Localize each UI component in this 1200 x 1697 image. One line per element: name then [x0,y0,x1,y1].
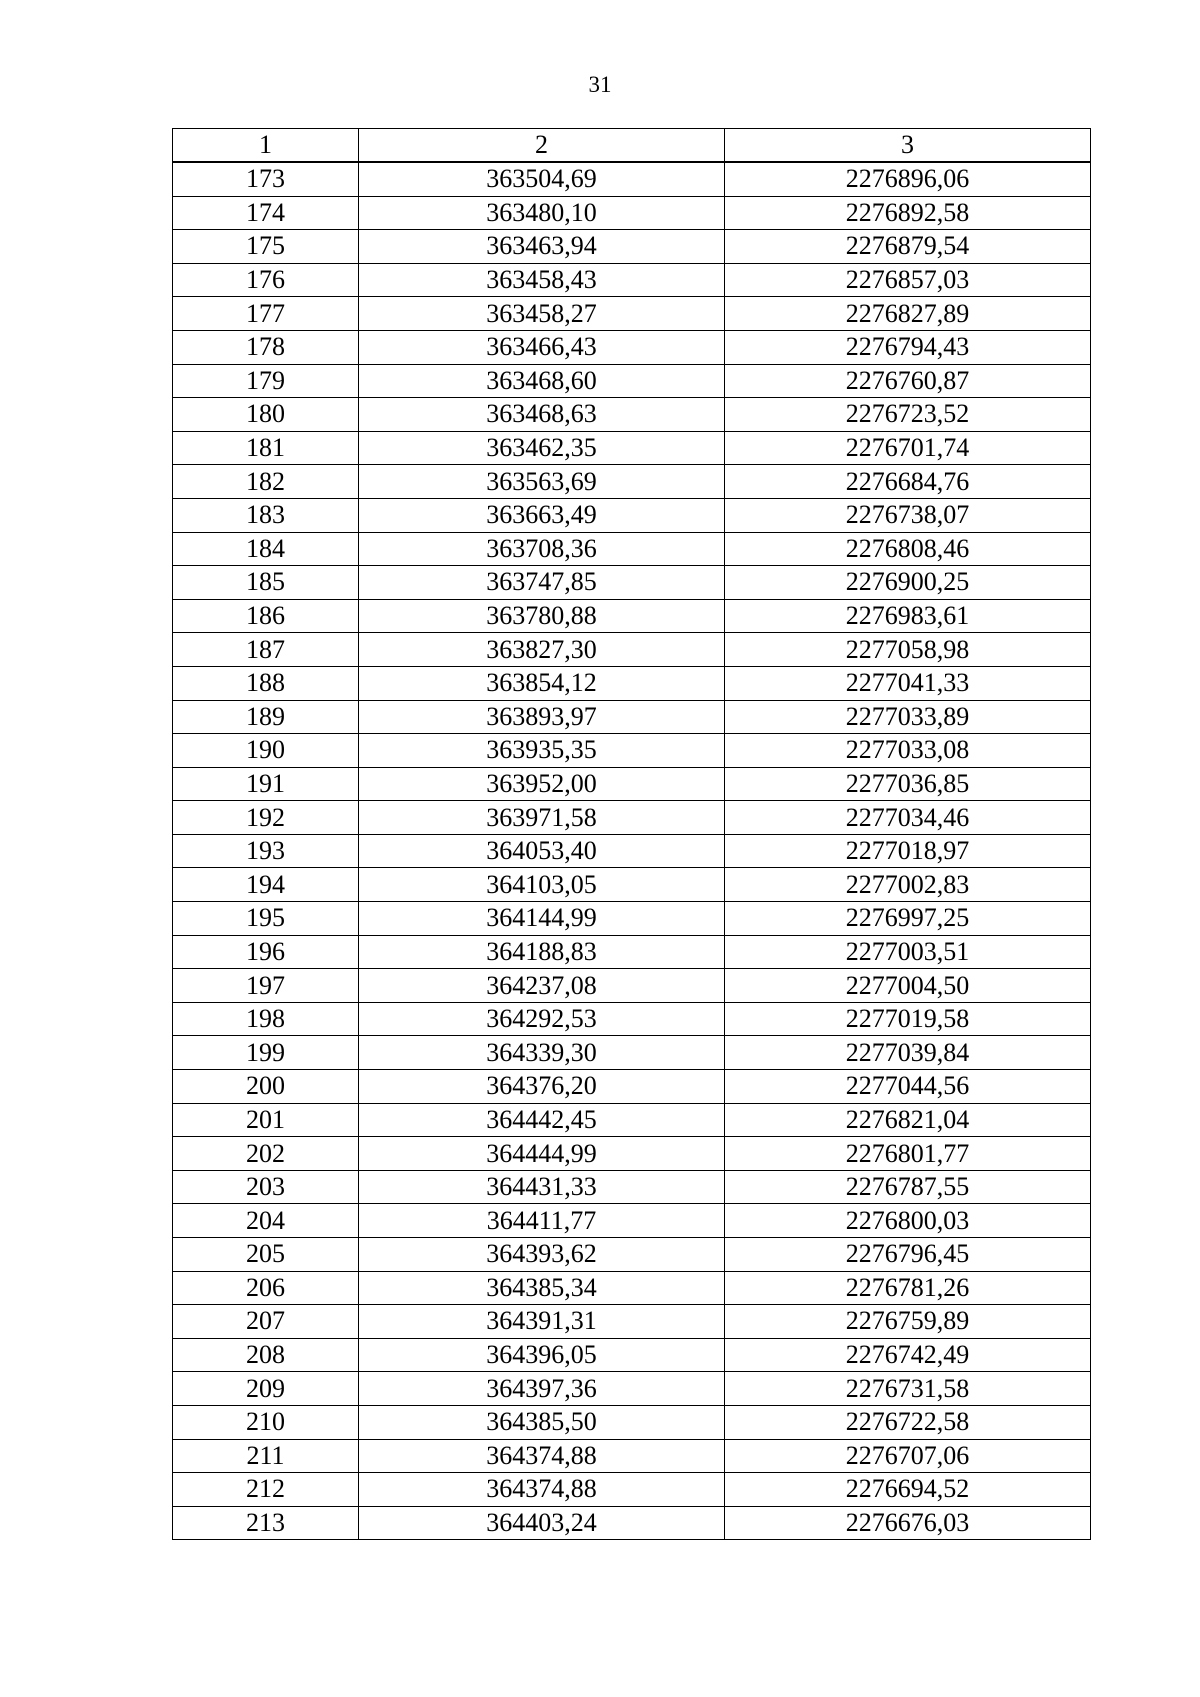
table-row [173,263,1091,297]
point-number-cell: 197 [173,969,359,1003]
table-row [173,1473,1091,1507]
table-row [173,465,1091,499]
point-number-cell: 188 [173,666,359,700]
y-coordinate-cell: 2276759,89 [725,1305,1091,1339]
y-coordinate-cell: 2277003,51 [725,935,1091,969]
point-number-cell: 199 [173,1036,359,1070]
x-coordinate-cell: 363458,43 [359,263,725,297]
point-number-cell: 187 [173,633,359,667]
x-coordinate-cell: 363458,27 [359,297,725,331]
y-coordinate-cell: 2276694,52 [725,1473,1091,1507]
point-number-cell: 209 [173,1372,359,1406]
table-row [173,700,1091,734]
x-coordinate-cell: 363663,49 [359,498,725,532]
x-coordinate-cell: 363504,69 [359,162,725,196]
x-coordinate-cell: 363854,12 [359,666,725,700]
y-coordinate-cell: 2276997,25 [725,902,1091,936]
point-number-cell: 208 [173,1338,359,1372]
y-coordinate-cell: 2276781,26 [725,1271,1091,1305]
x-coordinate-cell: 364188,83 [359,935,725,969]
x-coordinate-cell: 364237,08 [359,969,725,1003]
table-row [173,398,1091,432]
coordinates-table [172,128,1091,1540]
y-coordinate-cell: 2277002,83 [725,868,1091,902]
x-coordinate-cell: 363466,43 [359,330,725,364]
point-number-cell: 190 [173,734,359,768]
point-number-cell: 194 [173,868,359,902]
x-coordinate-cell: 364385,34 [359,1271,725,1305]
table-row [173,431,1091,465]
point-number-cell: 174 [173,196,359,230]
point-number-cell: 184 [173,532,359,566]
x-coordinate-cell: 363463,94 [359,230,725,264]
table-row [173,364,1091,398]
column-header: 2 [359,129,725,163]
table-row [173,969,1091,1003]
table-row [173,1002,1091,1036]
point-number-cell: 179 [173,364,359,398]
y-coordinate-cell: 2276983,61 [725,599,1091,633]
table-row [173,1405,1091,1439]
table-row [173,297,1091,331]
table-row [173,330,1091,364]
x-coordinate-cell: 363971,58 [359,801,725,835]
table-row [173,1506,1091,1540]
y-coordinate-cell: 2277019,58 [725,1002,1091,1036]
table-header [173,129,1091,163]
y-coordinate-cell: 2276701,74 [725,431,1091,465]
y-coordinate-cell: 2276827,89 [725,297,1091,331]
point-number-cell: 178 [173,330,359,364]
point-number-cell: 183 [173,498,359,532]
y-coordinate-cell: 2276796,45 [725,1238,1091,1272]
y-coordinate-cell: 2276892,58 [725,196,1091,230]
table-row [173,834,1091,868]
point-number-cell: 202 [173,1137,359,1171]
table-row [173,1170,1091,1204]
x-coordinate-cell: 364442,45 [359,1103,725,1137]
x-coordinate-cell: 364431,33 [359,1170,725,1204]
table-row [173,633,1091,667]
point-number-cell: 213 [173,1506,359,1540]
x-coordinate-cell: 363827,30 [359,633,725,667]
y-coordinate-cell: 2276707,06 [725,1439,1091,1473]
y-coordinate-cell: 2276800,03 [725,1204,1091,1238]
point-number-cell: 198 [173,1002,359,1036]
y-coordinate-cell: 2277058,98 [725,633,1091,667]
page-number: 31 [588,72,612,97]
y-coordinate-cell: 2276801,77 [725,1137,1091,1171]
table-row [173,868,1091,902]
point-number-cell: 175 [173,230,359,264]
x-coordinate-cell: 364144,99 [359,902,725,936]
x-coordinate-cell: 364403,24 [359,1506,725,1540]
y-coordinate-cell: 2276684,76 [725,465,1091,499]
y-coordinate-cell: 2276879,54 [725,230,1091,264]
table-row [173,1439,1091,1473]
table-row [173,767,1091,801]
point-number-cell: 212 [173,1473,359,1507]
table-row [173,1204,1091,1238]
point-number-cell: 189 [173,700,359,734]
y-coordinate-cell: 2276896,06 [725,162,1091,196]
point-number-cell: 200 [173,1070,359,1104]
x-coordinate-cell: 364103,05 [359,868,725,902]
x-coordinate-cell: 364374,88 [359,1439,725,1473]
x-coordinate-cell: 364376,20 [359,1070,725,1104]
table-row [173,230,1091,264]
y-coordinate-cell: 2276794,43 [725,330,1091,364]
x-coordinate-cell: 364391,31 [359,1305,725,1339]
x-coordinate-cell: 363468,60 [359,364,725,398]
point-number-cell: 203 [173,1170,359,1204]
y-coordinate-cell: 2277044,56 [725,1070,1091,1104]
point-number-cell: 181 [173,431,359,465]
table-row [173,1036,1091,1070]
point-number-cell: 191 [173,767,359,801]
point-number-cell: 206 [173,1271,359,1305]
x-coordinate-cell: 364339,30 [359,1036,725,1070]
y-coordinate-cell: 2276722,58 [725,1405,1091,1439]
column-header: 1 [173,129,359,163]
table-row [173,1137,1091,1171]
table-row [173,935,1091,969]
point-number-cell: 210 [173,1405,359,1439]
point-number-cell: 196 [173,935,359,969]
x-coordinate-cell: 363893,97 [359,700,725,734]
table-row [173,1238,1091,1272]
table-row [173,1070,1091,1104]
point-number-cell: 186 [173,599,359,633]
table-row [173,599,1091,633]
y-coordinate-cell: 2276821,04 [725,1103,1091,1137]
y-coordinate-cell: 2276738,07 [725,498,1091,532]
y-coordinate-cell: 2276760,87 [725,364,1091,398]
y-coordinate-cell: 2276723,52 [725,398,1091,432]
x-coordinate-cell: 363468,63 [359,398,725,432]
table-row [173,162,1091,196]
x-coordinate-cell: 363563,69 [359,465,725,499]
point-number-cell: 173 [173,162,359,196]
point-number-cell: 176 [173,263,359,297]
x-coordinate-cell: 364444,99 [359,1137,725,1171]
y-coordinate-cell: 2277036,85 [725,767,1091,801]
y-coordinate-cell: 2276808,46 [725,532,1091,566]
table-row [173,1372,1091,1406]
x-coordinate-cell: 363462,35 [359,431,725,465]
table-row [173,734,1091,768]
x-coordinate-cell: 363780,88 [359,599,725,633]
point-number-cell: 185 [173,566,359,600]
point-number-cell: 207 [173,1305,359,1339]
y-coordinate-cell: 2276742,49 [725,1338,1091,1372]
y-coordinate-cell: 2276731,58 [725,1372,1091,1406]
x-coordinate-cell: 364393,62 [359,1238,725,1272]
y-coordinate-cell: 2277039,84 [725,1036,1091,1070]
y-coordinate-cell: 2277033,08 [725,734,1091,768]
x-coordinate-cell: 364396,05 [359,1338,725,1372]
table-row [173,1271,1091,1305]
point-number-cell: 180 [173,398,359,432]
table-row [173,666,1091,700]
y-coordinate-cell: 2276900,25 [725,566,1091,600]
x-coordinate-cell: 363952,00 [359,767,725,801]
x-coordinate-cell: 364292,53 [359,1002,725,1036]
y-coordinate-cell: 2276787,55 [725,1170,1091,1204]
point-number-cell: 205 [173,1238,359,1272]
y-coordinate-cell: 2276857,03 [725,263,1091,297]
table-body [173,162,1091,1540]
x-coordinate-cell: 363708,36 [359,532,725,566]
point-number-cell: 193 [173,834,359,868]
x-coordinate-cell: 363480,10 [359,196,725,230]
table-row [173,532,1091,566]
point-number-cell: 177 [173,297,359,331]
table-row [173,196,1091,230]
table-row [173,1305,1091,1339]
x-coordinate-cell: 364411,77 [359,1204,725,1238]
y-coordinate-cell: 2277033,89 [725,700,1091,734]
y-coordinate-cell: 2276676,03 [725,1506,1091,1540]
y-coordinate-cell: 2277004,50 [725,969,1091,1003]
x-coordinate-cell: 364053,40 [359,834,725,868]
table-row [173,498,1091,532]
point-number-cell: 195 [173,902,359,936]
table-row [173,801,1091,835]
point-number-cell: 211 [173,1439,359,1473]
y-coordinate-cell: 2277018,97 [725,834,1091,868]
table-row [173,902,1091,936]
x-coordinate-cell: 363747,85 [359,566,725,600]
x-coordinate-cell: 364397,36 [359,1372,725,1406]
column-header: 3 [725,129,1091,163]
x-coordinate-cell: 364385,50 [359,1405,725,1439]
point-number-cell: 182 [173,465,359,499]
table-row [173,1103,1091,1137]
y-coordinate-cell: 2277041,33 [725,666,1091,700]
x-coordinate-cell: 364374,88 [359,1473,725,1507]
table-row [173,566,1091,600]
point-number-cell: 204 [173,1204,359,1238]
header-row [173,129,1091,163]
y-coordinate-cell: 2277034,46 [725,801,1091,835]
point-number-cell: 192 [173,801,359,835]
point-number-cell: 201 [173,1103,359,1137]
table-row [173,1338,1091,1372]
x-coordinate-cell: 363935,35 [359,734,725,768]
